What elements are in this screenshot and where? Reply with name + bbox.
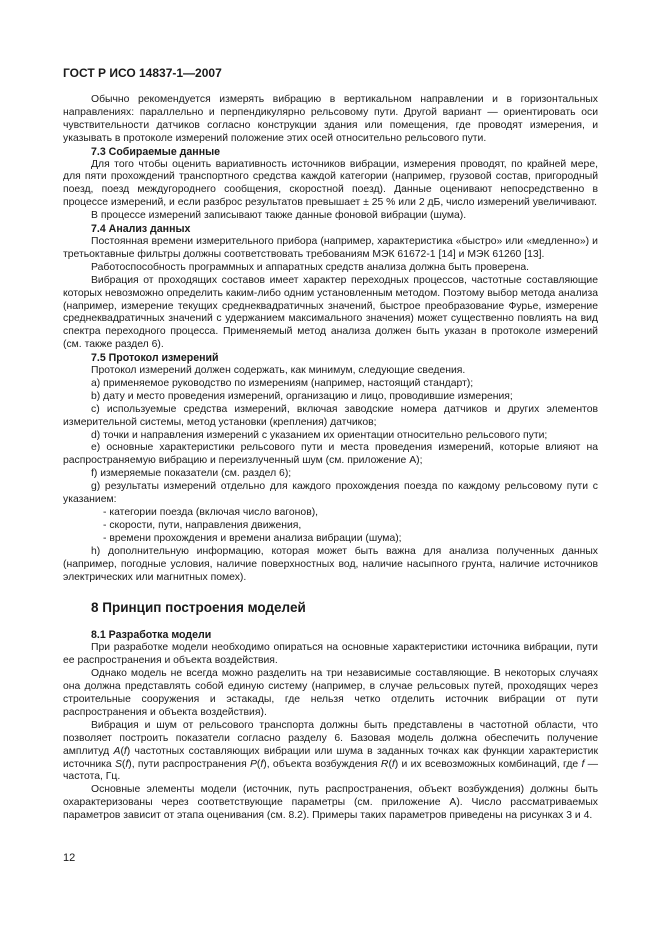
amplitude-symbol: A: [113, 745, 121, 757]
list-item-b: b) дату и место проведения измерений, организацию и лицо, проводившие измерения;: [91, 390, 513, 402]
paragraph: Постоянная времени измерительного прибора (например, характеристика «быстро» или «медленно») и третьоктавные фильтры должны соответствовать требованиям МЭК 61672-1 [14] и МЭК 61260 [13].: [63, 235, 598, 260]
text-run: , пути распространения: [131, 758, 250, 770]
section-8-1-heading: 8.1 Разработка модели: [91, 629, 212, 642]
paragraph: Вибрация от проходящих составов имеет характер переходных процессов, частотные составляющие которых невозможно определить каким-либо одним установленным методом. Поэтому выбор метода анализа (например, измерение текущих среднеквадратичных значений, быстрое преобразование Фурье, измерение среднеквадратичных значений с удержанием максимального значения) может существенно повлиять на вид спектра переходного процесса. Применяемый метод анализа должен быть указан в протоколе измерений (см. также раздел 6).: [63, 274, 598, 351]
document-header: ГОСТ Р ИСО 14837-1—2007: [63, 66, 222, 80]
section-8-heading: 8 Принцип построения моделей: [91, 600, 306, 616]
list-item-a: a) применяемое руководство по измерениям (например, настоящий стандарт);: [91, 377, 474, 389]
text-run: Вибрация и шум от рельсового транспорта должны быть представлены в частотной области, что позволяет построить показатели согласно разделу 6. Базовая модель должна обеспечить получение амплитуд: [63, 719, 598, 757]
section-7-4-heading: 7.4 Анализ данных: [91, 223, 191, 236]
page-number: 12: [63, 852, 76, 864]
paragraph: Обычно рекомендуется измерять вибрацию в вертикальном направлении и в горизонтальных направлениях: параллельно и перпендикулярно рельсовому пути. Другой вариант — ориентировать оси чувствительности датчиков согласно конструкции здания или помещения, где проводят измерения, и указывать в протоколе измерений положение этих осей относительно рельсового пути.: [63, 94, 598, 144]
document-body: [63, 94, 598, 823]
list-item-g: g) результаты измерений отдельно для каждого прохождения поезда по каждому рельсовому пути с указанием:: [63, 481, 598, 506]
paragraph: Работоспособность программных и аппаратных средств анализа должна быть проверена.: [91, 261, 530, 273]
frequency-symbol: f: [581, 758, 585, 770]
sub-list-item: - времени прохождения и времени анализа вибрации (шума);: [103, 532, 402, 544]
list-item-c: c) используемые средства измерений, включая заводские номера датчиков и других элементов измерительной системы, метод установки (крепления) датчиков;: [63, 403, 598, 428]
paragraph-with-formulas: Вибрация и шум от рельсового транспорта должны быть представлены в частотной области, что позволяет построить показатели согласно разделу 6. Базовая модель должна обеспечить получение амплитуд A(f) частотных составляющих вибрации или шума в заданных точках как функции характеристик источника S(f), пути распространения P(f), объекта возбуждения R(f) и их всевозможных комбинаций, где f — частота, Гц.: [63, 719, 598, 783]
paragraph: При разработке модели необходимо опираться на основные характеристики источника вибрации, пути ее распространения и объекта воздействия.: [63, 642, 598, 667]
paragraph: Для того чтобы оценить вариативность источников вибрации, измерения проводят, по крайней мере, для пяти прохождений транспортного средства каждой категории (например, грузовой состав, пригородный поезд, поезд междугороднего сообщения, скоростной поезд). Данные оценивают непосредственно в процессе измерений, и если разброс результатов превышает ± 25 % или 2 дБ, число измерений увеличивают.: [63, 158, 598, 209]
list-item-e: e) основные характеристики рельсового пути и места проведения измерений, которые влияют на распространяемую вибрацию и переизлученный шум (см. приложение A);: [63, 442, 598, 467]
list-item-h: h) дополнительную информацию, которая может быть важна для анализа полученных данных (например, погодные условия, наличие поверхностных вод, наличие насыпного грунта, наличие источников электрических или магнитных помех).: [63, 545, 598, 583]
receiver-symbol: R: [380, 758, 389, 770]
source-symbol: S: [114, 758, 122, 770]
sub-list-item: - скорости, пути, направления движения,: [103, 519, 302, 531]
list-item-f: f) измеряемые показатели (см. раздел 6);: [91, 468, 292, 480]
sub-list-item: - категории поезда (включая число вагонов),: [103, 507, 319, 518]
text-run: — частота, Гц.: [63, 758, 598, 783]
paragraph: В процессе измерений записывают также данные фоновой вибрации (шума).: [91, 210, 467, 222]
paragraph: Основные элементы модели (источник, путь распространения, объект возбуждения) должны быть охарактеризованы через соответствующие параметры (см. приложение A). Число рассматриваемых параметров зависит от этапа оценивания (см. 8.2). Примеры таких параметров приведены на рисунках 3 и 4.: [63, 784, 598, 822]
list-item-d: d) точки и направления измерений с указанием их ориентации относительно рельсового пути;: [91, 429, 548, 441]
frequency-symbol: f: [391, 758, 395, 770]
frequency-symbol: f: [125, 758, 129, 770]
section-7-5-heading: 7.5 Протокол измерений: [91, 352, 219, 365]
text-run: частотных составляющих вибрации или шума в заданных точках как функции характеристик источника: [63, 745, 598, 770]
section-7-3-heading: 7.3 Собираемые данные: [91, 145, 221, 158]
text-run: и их всевозможных комбинаций, где: [398, 758, 582, 770]
paragraph: Однако модель не всегда можно разделить на три независимые составляющие. В некоторых случаях она должна представлять собой единую систему (например, в случае рельсовых путей, проходящих через строительные сооружения и эстакады, где нельзя четко отделить источник вибрации от пути распространения и объекта воздействия).: [63, 668, 598, 718]
frequency-symbol: f: [123, 745, 127, 757]
paragraph: Протокол измерений должен содержать, как минимум, следующие сведения.: [91, 365, 466, 377]
frequency-symbol: f: [260, 758, 264, 770]
path-symbol: P: [249, 758, 257, 770]
text-run: , объекта возбуждения: [266, 758, 381, 770]
